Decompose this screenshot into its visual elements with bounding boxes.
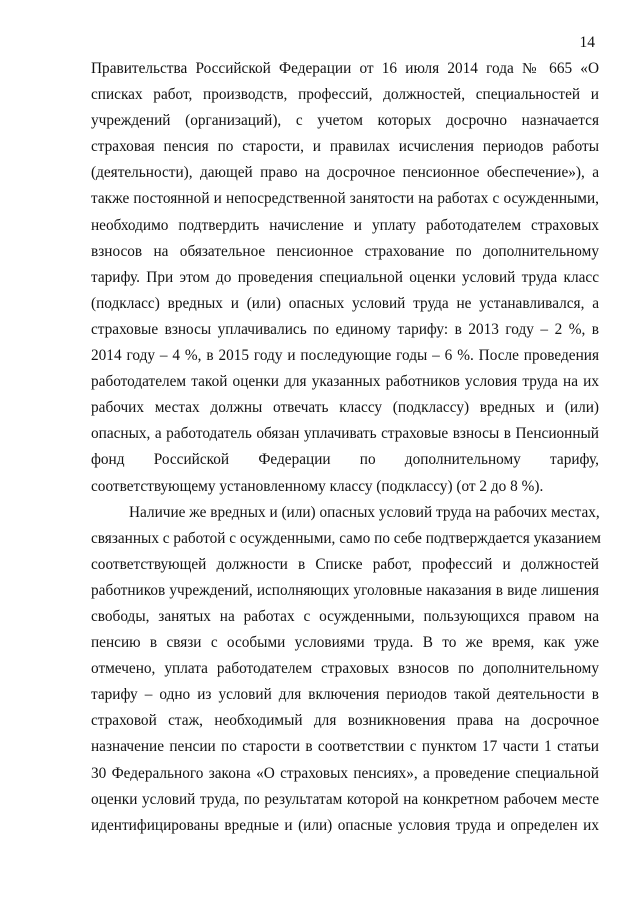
text-line: связанных с работой с осужденными, само по себе подтверждается указанием bbox=[91, 529, 601, 547]
text-line: работников учреждений, исполняющих уголовные наказания в виде лишения bbox=[91, 581, 599, 599]
text-line: (деятельности), дающей право на досрочное пенсионное обеспечение»), а bbox=[91, 164, 599, 182]
text-line: 2014 году – 4 %, в 2015 году и последующие годы – 6 %. После проведения bbox=[91, 347, 599, 365]
text-line: Правительства Российской Федерации от 16 июля 2014 года № 665 «О bbox=[91, 60, 599, 77]
paragraph-first-line: Наличие же вредных и (или) опасных условий труда на рабочих местах, bbox=[129, 503, 600, 521]
paragraph-end-line: соответствующему установленному классу (подклассу) (от 2 до 8 %). bbox=[91, 477, 544, 495]
text-line: отмечено, уплата работодателем страховых взносов по дополнительному bbox=[91, 660, 599, 678]
text-line: пенсию в связи с особыми условиями труда. В то же время, как уже bbox=[91, 634, 599, 652]
page-number: 14 bbox=[579, 34, 595, 51]
text-line: страховой стаж, необходимый для возникновения права на досрочное bbox=[91, 712, 599, 730]
text-line: работодателем такой оценки для указанных работников условия труда на их bbox=[91, 373, 599, 391]
text-line: взносов на обязательное пенсионное страхование по дополнительному bbox=[91, 242, 599, 260]
text-line: учреждений (организаций), с учетом которых досрочно назначается bbox=[91, 112, 599, 130]
text-line: назначение пенсии по старости в соответствии с пунктом 17 части 1 статьи bbox=[91, 738, 599, 756]
document-body bbox=[91, 56, 599, 839]
text-line: соответствующей должности в Списке работ, профессий и должностей bbox=[91, 555, 599, 573]
text-line: (подкласс) вредных и (или) опасных условий труда не устанавливался, а bbox=[91, 294, 599, 312]
text-line: также постоянной и непосредственной занятости на работах с осужденными, bbox=[91, 190, 599, 208]
text-line: фонд Российской Федерации по дополнительному тарифу, bbox=[91, 451, 599, 469]
text-line: списках работ, производств, профессий, должностей, специальностей и bbox=[91, 86, 599, 104]
text-line: тарифу. При этом до проведения специальной оценки условий труда класс bbox=[91, 268, 599, 286]
text-line: страховые взносы уплачивались по единому тарифу: в 2013 году – 2 %, в bbox=[91, 320, 599, 338]
text-line: свободы, занятых на работах с осужденными, пользующихся правом на bbox=[91, 607, 599, 625]
text-line: оценки условий труда, по результатам которой на конкретном рабочем месте bbox=[91, 790, 599, 808]
text-line: 30 Федерального закона «О страховых пенсиях», а проведение специальной bbox=[91, 764, 599, 782]
text-line: рабочих местах должны отвечать классу (подклассу) вредных и (или) bbox=[91, 399, 599, 417]
text-line: идентифицированы вредные и (или) опасные условия труда и определен их bbox=[91, 816, 599, 834]
text-line: необходимо подтвердить начисление и уплату работодателем страховых bbox=[91, 216, 599, 234]
text-line: опасных, а работодатель обязан уплачивать страховые взносы в Пенсионный bbox=[91, 425, 599, 443]
text-line: страховая пенсия по старости, и правилах исчисления периодов работы bbox=[91, 138, 599, 156]
text-line: тарифу – одно из условий для включения периодов такой деятельности в bbox=[91, 686, 599, 704]
